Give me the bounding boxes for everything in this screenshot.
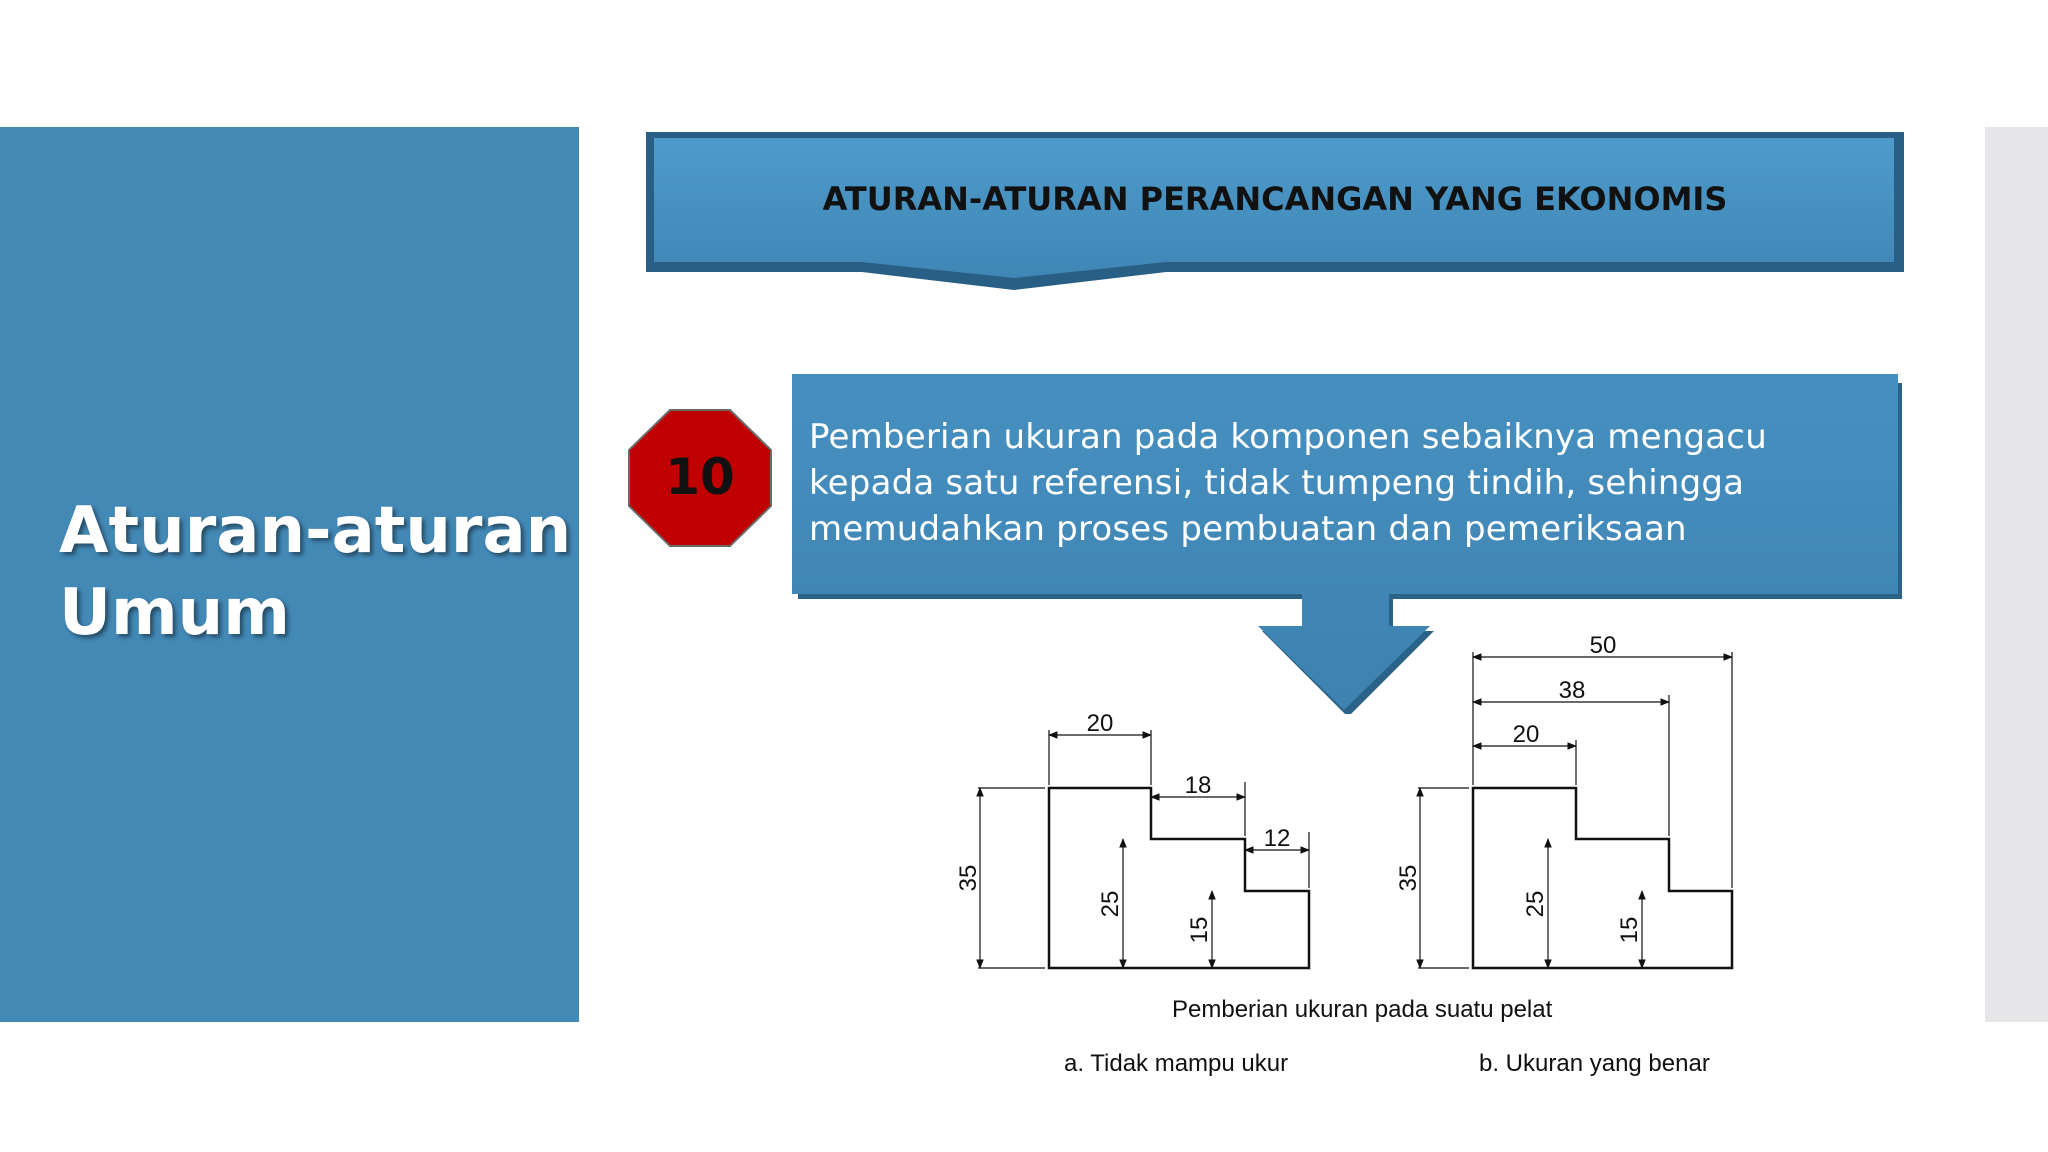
slide-title-line-2: Umum — [59, 576, 290, 650]
slide-title-line-1: Aturan-aturan — [59, 494, 572, 568]
dim-a-35: 35 — [955, 864, 982, 892]
dim-b-25: 25 — [1522, 890, 1549, 918]
dim-a-20: 20 — [1086, 710, 1114, 737]
dim-a-25: 25 — [1097, 890, 1124, 918]
part-b-label: b. Ukuran yang benar — [1479, 1050, 1710, 1077]
banner-title: ATURAN-ATURAN PERANCANGAN YANG EKONOMIS — [822, 180, 1728, 218]
dim-b-50: 50 — [1589, 632, 1617, 659]
dim-b-15: 15 — [1616, 916, 1643, 944]
slide-title — [59, 490, 572, 654]
figure-caption: Pemberian ukuran pada suatu pelat — [1172, 996, 1553, 1023]
dim-b-20: 20 — [1512, 721, 1540, 748]
part-a-label: a. Tidak mampu ukur — [1064, 1050, 1289, 1077]
section-banner — [646, 132, 1904, 292]
dim-b-35: 35 — [1395, 864, 1422, 892]
dim-a-15: 15 — [1186, 916, 1213, 944]
dimension-drawing — [940, 620, 1760, 1000]
side-strip — [1985, 127, 2048, 1022]
part-a-drawing — [978, 730, 1309, 968]
dim-a-12: 12 — [1263, 825, 1291, 852]
rule-number-badge — [627, 408, 773, 548]
rule-number: 10 — [665, 448, 735, 506]
dim-b-38: 38 — [1558, 677, 1586, 704]
dim-a-18: 18 — [1184, 772, 1212, 799]
rule-text: Pemberian ukuran pada komponen sebaiknya mengacu kepada satu referensi, tidak tumpeng tindih, sehingga memudahkan proses pembuatan dan pemeriksaan — [809, 417, 1767, 549]
